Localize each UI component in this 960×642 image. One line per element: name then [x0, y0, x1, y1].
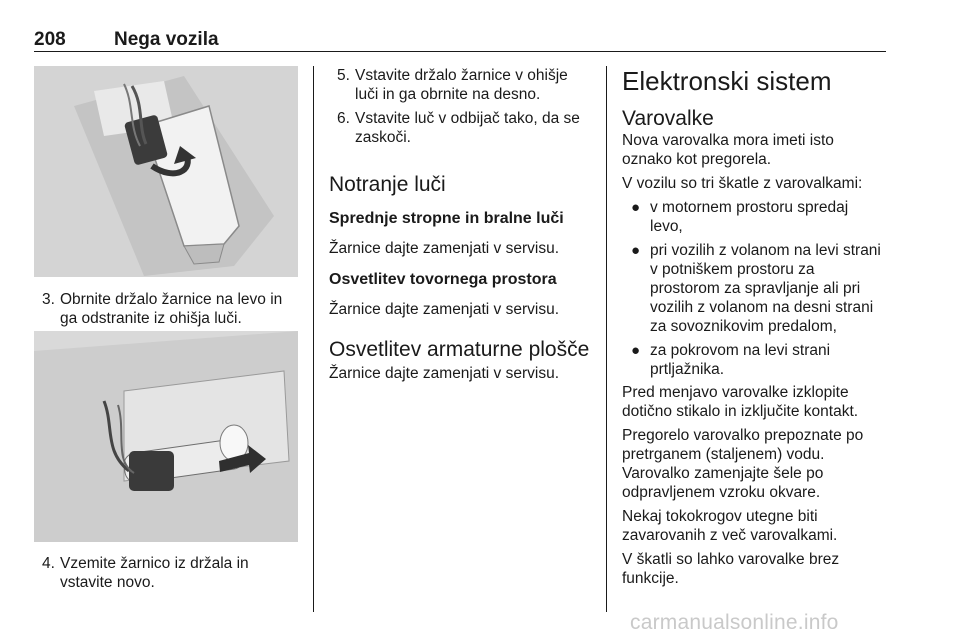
- step-3: [34, 290, 304, 328]
- para4-line-1: V škatli so lahko varovalke brez: [622, 551, 840, 568]
- bullet-2-line-5: za sovoznikovim predalom,: [650, 318, 837, 335]
- watermark: carmanualsonline.info: [630, 611, 839, 634]
- paragraph-blown-fuse: [622, 426, 892, 502]
- bullet-3-line-2: prtljažnika.: [650, 361, 725, 378]
- bullet-item-3: [622, 341, 892, 379]
- subsection-text-dashboard-light: Žarnice dajte zamenjati v servisu.: [329, 365, 560, 382]
- step-3-line-2: ga odstranite iz ohišja luči.: [60, 310, 242, 327]
- bullet-dot-icon: ●: [631, 242, 641, 259]
- bullet-1-line-2: levo,: [650, 218, 683, 235]
- para1-line-1: Pred menjavo varovalke izklopite: [622, 384, 849, 401]
- header-rule: [34, 51, 886, 52]
- fuse-box-list-intro: V vozilu so tri škatle z varovalkami:: [622, 175, 863, 192]
- bullet-dot-icon: ●: [631, 199, 641, 216]
- bullet-dot-icon: ●: [631, 342, 641, 359]
- para2-line-3: Varovalko zamenjajte šele po: [622, 465, 824, 482]
- paragraph-nonfunctional-fuses: [622, 550, 892, 588]
- step-4-line-2: vstavite novo.: [60, 574, 155, 591]
- main-title-electronic-system: Elektronski sistem: [622, 66, 832, 96]
- paragraph-multiple-fuses: [622, 507, 892, 545]
- paragraph-switch-off: [622, 383, 892, 421]
- bullet-item-2: [622, 241, 892, 336]
- subsection-title-cargo-light: Osvetlitev tovornega prostora: [329, 271, 557, 288]
- step-3-number: 3.: [42, 291, 55, 308]
- para3-line-2: zavarovanih z več varovalkami.: [622, 527, 838, 544]
- step-5-line-1: Vstavite držalo žarnice v ohišje: [355, 67, 568, 84]
- step-4-number: 4.: [42, 555, 55, 572]
- chapter-title: Nega vozila: [114, 29, 219, 50]
- middle-column: [329, 66, 601, 383]
- step-6-line-1: Vstavite luč v odbijač tako, da se: [355, 110, 580, 127]
- subsection-title-ceiling-lights: Sprednje stropne in bralne luči: [329, 210, 564, 227]
- right-column: [622, 66, 892, 588]
- step-4-line-1: Vzemite žarnico iz držala in: [60, 555, 249, 572]
- section-title-interior-lights: Notranje luči: [329, 173, 446, 196]
- bullet-item-1: [622, 198, 892, 236]
- para1-line-2: dotično stikalo in izključite kontakt.: [622, 403, 859, 420]
- bullet-2-line-1: pri vozilih z volanom na levi strani: [650, 242, 881, 259]
- step-6-line-2: zaskoči.: [355, 129, 411, 146]
- step-4: [34, 554, 304, 592]
- fuses-intro-line-1: Nova varovalka mora imeti isto: [622, 132, 834, 149]
- subsection-text-cargo-light: Žarnice dajte zamenjati v servisu.: [329, 301, 560, 318]
- fuses-intro: [622, 131, 892, 169]
- bullet-2-line-3: prostorom za spravljanje ali pri: [650, 280, 861, 297]
- step-5-line-2: luči in ga obrnite na desno.: [355, 86, 541, 103]
- para3-line-1: Nekaj tokokrogov utegne biti: [622, 508, 818, 525]
- para2-line-4: odpravljenem vzroku okvare.: [622, 484, 821, 501]
- column-divider-2: [606, 66, 607, 612]
- bullet-3-line-1: za pokrovom na levi strani: [650, 342, 831, 359]
- step-3-line-1: Obrnite držalo žarnice na levo in: [60, 291, 283, 308]
- bullet-1-line-1: v motornem prostoru spredaj: [650, 199, 849, 216]
- figure-bulb-removal: [34, 331, 298, 542]
- step-5-number: 5.: [337, 67, 350, 84]
- para2-line-1: Pregorelo varovalko prepoznate po: [622, 427, 864, 444]
- figure-bulb-holder-housing: [34, 66, 298, 277]
- section-title-fuses: Varovalke: [622, 107, 714, 130]
- para4-line-2: funkcije.: [622, 570, 679, 587]
- bullet-2-line-2: v potniškem prostoru za: [650, 261, 815, 278]
- step-6-number: 6.: [337, 110, 350, 127]
- para2-line-2: pretrganem (staljenem) vodu.: [622, 446, 825, 463]
- column-divider-1: [313, 66, 314, 612]
- subsection-title-dashboard-light: Osvetlitev armaturne plošče: [329, 338, 590, 361]
- bullet-2-line-4: vozilih z volanom na desni strani: [650, 299, 874, 316]
- page-number: 208: [34, 29, 66, 50]
- subsection-text-ceiling-lights: Žarnice dajte zamenjati v servisu.: [329, 240, 560, 257]
- fuses-intro-line-2: oznako kot pregorela.: [622, 151, 772, 168]
